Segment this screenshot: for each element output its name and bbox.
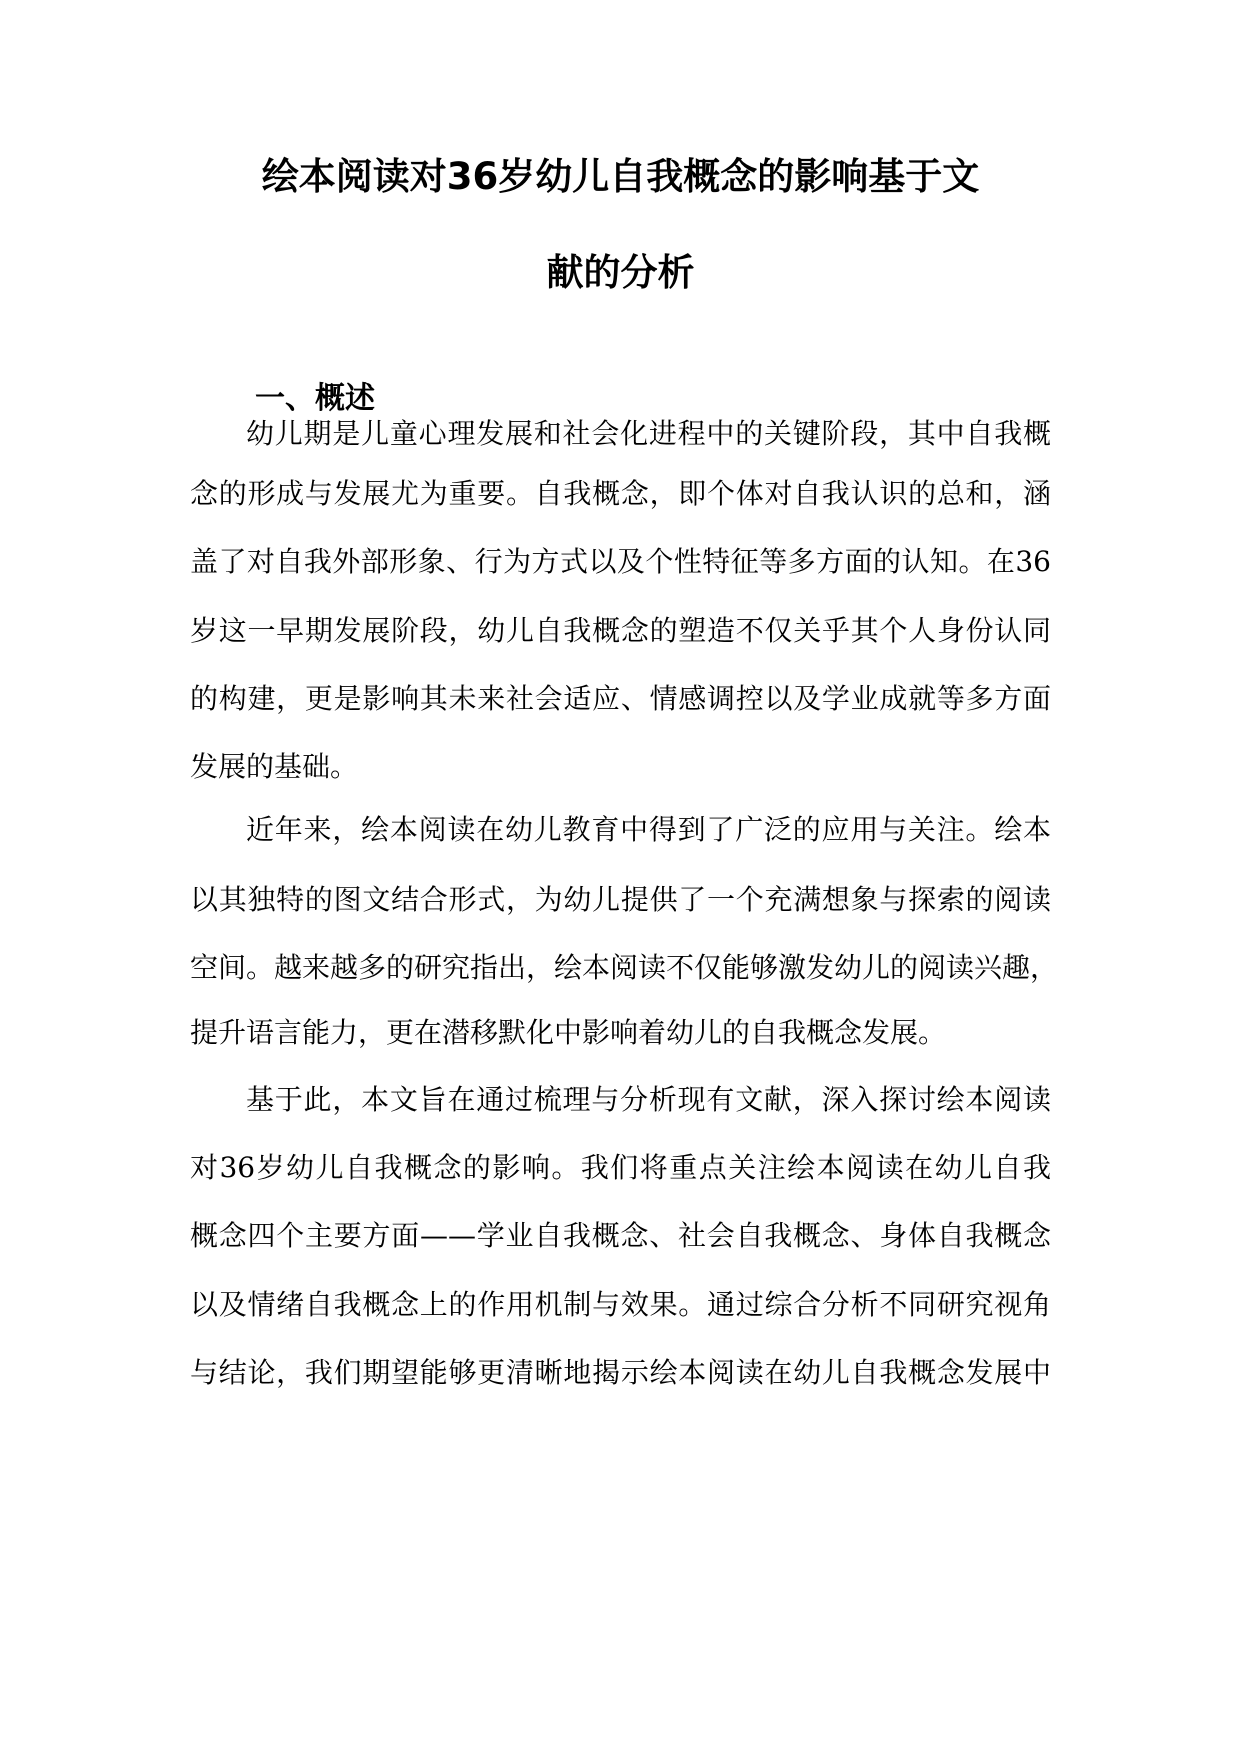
section-heading-overview: 一、概述	[255, 381, 375, 416]
paragraph-3-line-4: 以及情绪自我概念上的作用机制与效果。通过综合分析不同研究视角	[190, 1288, 1051, 1321]
document-title-line-2: 献的分析	[546, 251, 695, 294]
paragraph-1-line-1: 幼儿期是儿童心理发展和社会化进程中的关键阶段，其中自我概	[246, 417, 1051, 450]
document-title-line-1: 绘本阅读对36岁幼儿自我概念的影响基于文	[261, 155, 980, 198]
paragraph-3-line-1: 基于此，本文旨在通过梳理与分析现有文献，深入探讨绘本阅读	[246, 1083, 1051, 1116]
paragraph-2-line-2: 以其独特的图文结合形式，为幼儿提供了一个充满想象与探索的阅读	[190, 883, 1051, 916]
paragraph-1-line-6: 发展的基础。	[190, 750, 359, 783]
paragraph-3-line-2: 对36岁幼儿自我概念的影响。我们将重点关注绘本阅读在幼儿自我	[190, 1151, 1051, 1184]
paragraph-1-line-5: 的构建，更是影响其未来社会适应、情感调控以及学业成就等多方面	[190, 682, 1051, 715]
paragraph-1-line-4: 岁这一早期发展阶段，幼儿自我概念的塑造不仅关乎其个人身份认同	[190, 614, 1051, 647]
paragraph-1-line-2: 念的形成与发展尤为重要。自我概念，即个体对自我认识的总和，涵	[190, 477, 1051, 510]
paragraph-2-line-4: 提升语言能力，更在潜移默化中影响着幼儿的自我概念发展。	[190, 1016, 947, 1049]
paragraph-1-line-3: 盖了对自我外部形象、行为方式以及个性特征等多方面的认知。在36	[190, 545, 1051, 578]
paragraph-2-line-3: 空间。越来越多的研究指出，绘本阅读不仅能够激发幼儿的阅读兴趣，	[190, 951, 1059, 984]
paragraph-3-line-3: 概念四个主要方面——学业自我概念、社会自我概念、身体自我概念	[190, 1219, 1051, 1252]
paragraph-3-line-5: 与结论，我们期望能够更清晰地揭示绘本阅读在幼儿自我概念发展中	[190, 1356, 1051, 1389]
paragraph-2-line-1: 近年来，绘本阅读在幼儿教育中得到了广泛的应用与关注。绘本	[246, 813, 1051, 846]
